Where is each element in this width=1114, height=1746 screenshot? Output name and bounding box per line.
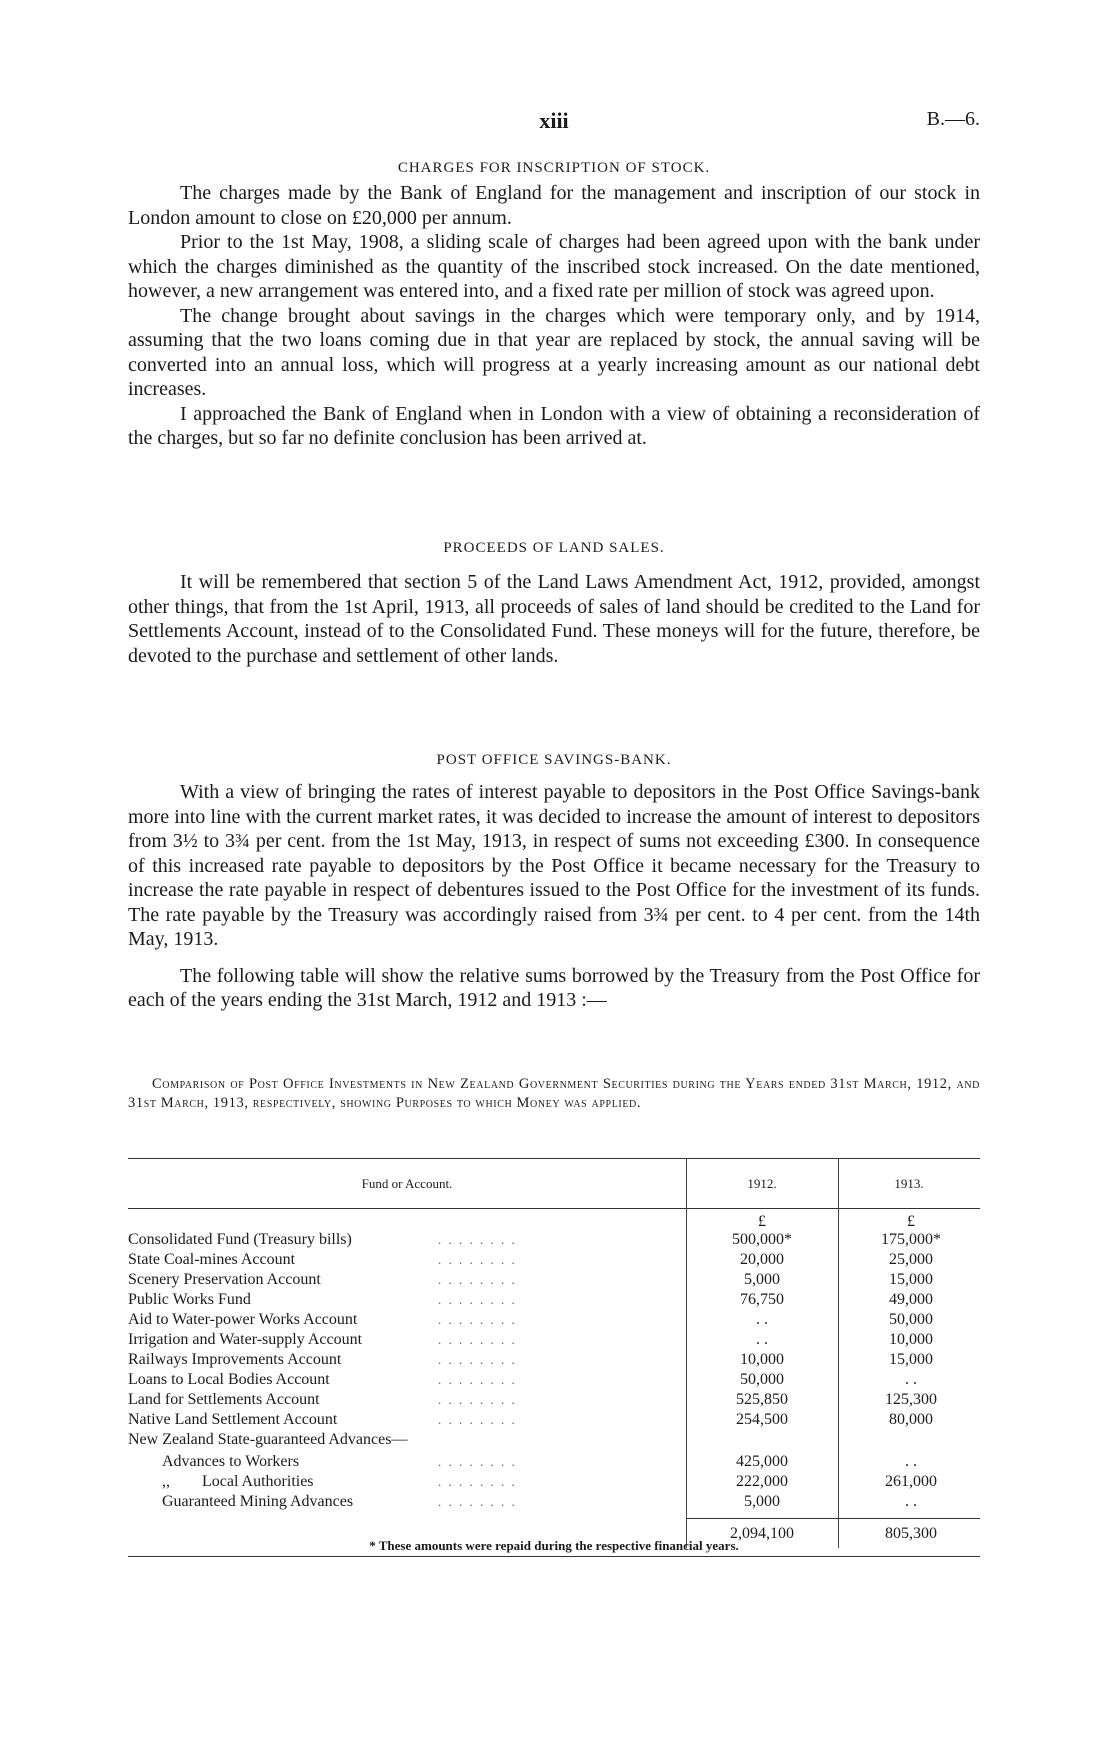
- page-number: xiii: [539, 108, 569, 133]
- paragraph: The following table will show the relative sums borrowed by the Treasury from the Post Office for each of the years ending the 31st March, 1912 and 1913 :—: [128, 964, 980, 1011]
- table-row: Aid to Water-power Works Account . . . . . . . . . . 50,000: [128, 1311, 933, 1328]
- units-row: [128, 1212, 980, 1232]
- page-header: [128, 108, 980, 138]
- section-charges-body: [128, 181, 980, 451]
- table-row: Loans to Local Bodies Account . . . . . . . . 50,000 . .: [128, 1371, 917, 1388]
- paragraph: The charges made by the Bank of England for the management and inscription of our stock in London amount to close on £20,000 per annum.: [128, 182, 980, 229]
- table-row: State Coal-mines Account . . . . . . . . 20,000 25,000: [128, 1251, 933, 1268]
- unit-1913: £: [907, 1213, 915, 1230]
- table-row: Guaranteed Mining Advances . . . . . . . . 5,000 . .: [162, 1493, 917, 1510]
- table-row: Public Works Fund . . . . . . . . 76,750 49,000: [128, 1291, 933, 1308]
- header-1912: 1912.: [747, 1176, 777, 1191]
- header-fund: Fund or Account.: [361, 1176, 453, 1191]
- table-row: Railways Improvements Account . . . . . . . . 10,000 15,000: [128, 1351, 933, 1368]
- table-row: Native Land Settlement Account . . . . . . . . 254,500 80,000: [128, 1411, 933, 1428]
- paragraph: It will be remembered that section 5 of the Land Laws Amendment Act, 1912, provided, amongst other things, that from the 1st April, 1913, all proceeds of sales of land should be credited to the Land for Settlements Account, instead of to the Consolidated Fund. These moneys will for the future, therefore, be devoted to the purchase and settlement of other lands.: [128, 571, 980, 667]
- totals-rule: [686, 1518, 980, 1519]
- table-footnote: * These amounts were repaid during the respective financial years.: [369, 1538, 739, 1553]
- section-savings-bank-body: [128, 780, 980, 1013]
- paragraph: I approached the Bank of England when in London with a view of obtaining a reconsideration of the charges, but so far no definite conclusion has been arrived at.: [128, 402, 980, 449]
- document-reference: B.—6.: [926, 108, 980, 130]
- table-caption: Comparison of Post Office Investments in New Zealand Government Securities during the Years ended 31st March, 1912, and 31st March, 1913, respectively, showing Purposes to which Money was applied.: [128, 1076, 980, 1111]
- table-row: Land for Settlements Account . . . . . . . . 525,850 125,300: [128, 1391, 937, 1408]
- table-row: New Zealand State-guaranteed Advances—: [128, 1431, 408, 1448]
- total-1913: 805,300: [885, 1525, 937, 1542]
- total-1912: 2,094,100: [730, 1525, 794, 1542]
- table-header-rule: [128, 1208, 980, 1209]
- heading-savings-bank: POST OFFICE SAVINGS-BANK.: [436, 752, 672, 768]
- unit-1912: £: [758, 1213, 766, 1230]
- table-row: Scenery Preservation Account . . . . . . . . 5,000 15,000: [128, 1271, 933, 1288]
- table-top-rule: [128, 1158, 980, 1159]
- header-1913: 1913.: [894, 1176, 924, 1191]
- paragraph: With a view of bringing the rates of interest payable to depositors in the Post Office Savings-bank more into line with the current market rates, it was decided to increase the amount of interest to depositors from 3½ to 3¾ per cent. from the 1st May, 1913, in respect of sums not exceeding £300. In consequence of this increased rate payable to depositors by the Post Office it became necessary for the Treasury to increase the rate payable in respect of debentures issued to the Post Office for the investment of its funds. The rate payable by the Treasury was accordingly raised from 3¾ per cent. to 4 per cent. from the 14th May, 1913.: [128, 781, 980, 950]
- heading-land-sales: PROCEEDS OF LAND SALES.: [443, 540, 665, 556]
- table-row: ,, Local Authorities . . . . . . . . 222,000 261,000: [162, 1473, 937, 1490]
- table-row: Irrigation and Water-supply Account . . . . . . . . . . 10,000: [128, 1331, 933, 1348]
- section-land-sales-body: [128, 570, 980, 668]
- paragraph: Prior to the 1st May, 1908, a sliding scale of charges had been agreed upon with the bank under which the charges diminished as the quantity of the inscribed stock increased. On the date mentioned, however, a new arrangement was entered into, and a fixed rate per million of stock was agreed upon.: [128, 231, 980, 302]
- paragraph: The change brought about savings in the charges which were temporary only, and by 1914, assuming that the two loans coming due in that year are replaced by stock, the annual saving will be converted into an annual loss, which will progress at a yearly increasing amount as our national debt increases.: [128, 304, 980, 400]
- heading-charges: CHARGES FOR INSCRIPTION OF STOCK.: [397, 160, 711, 176]
- table-row: Advances to Workers . . . . . . . . 425,000 . .: [162, 1453, 917, 1470]
- table-row: Consolidated Fund (Treasury bills) . . . . . . . . 500,000* 175,000*: [128, 1231, 941, 1248]
- table-bottom-rule: [128, 1556, 980, 1557]
